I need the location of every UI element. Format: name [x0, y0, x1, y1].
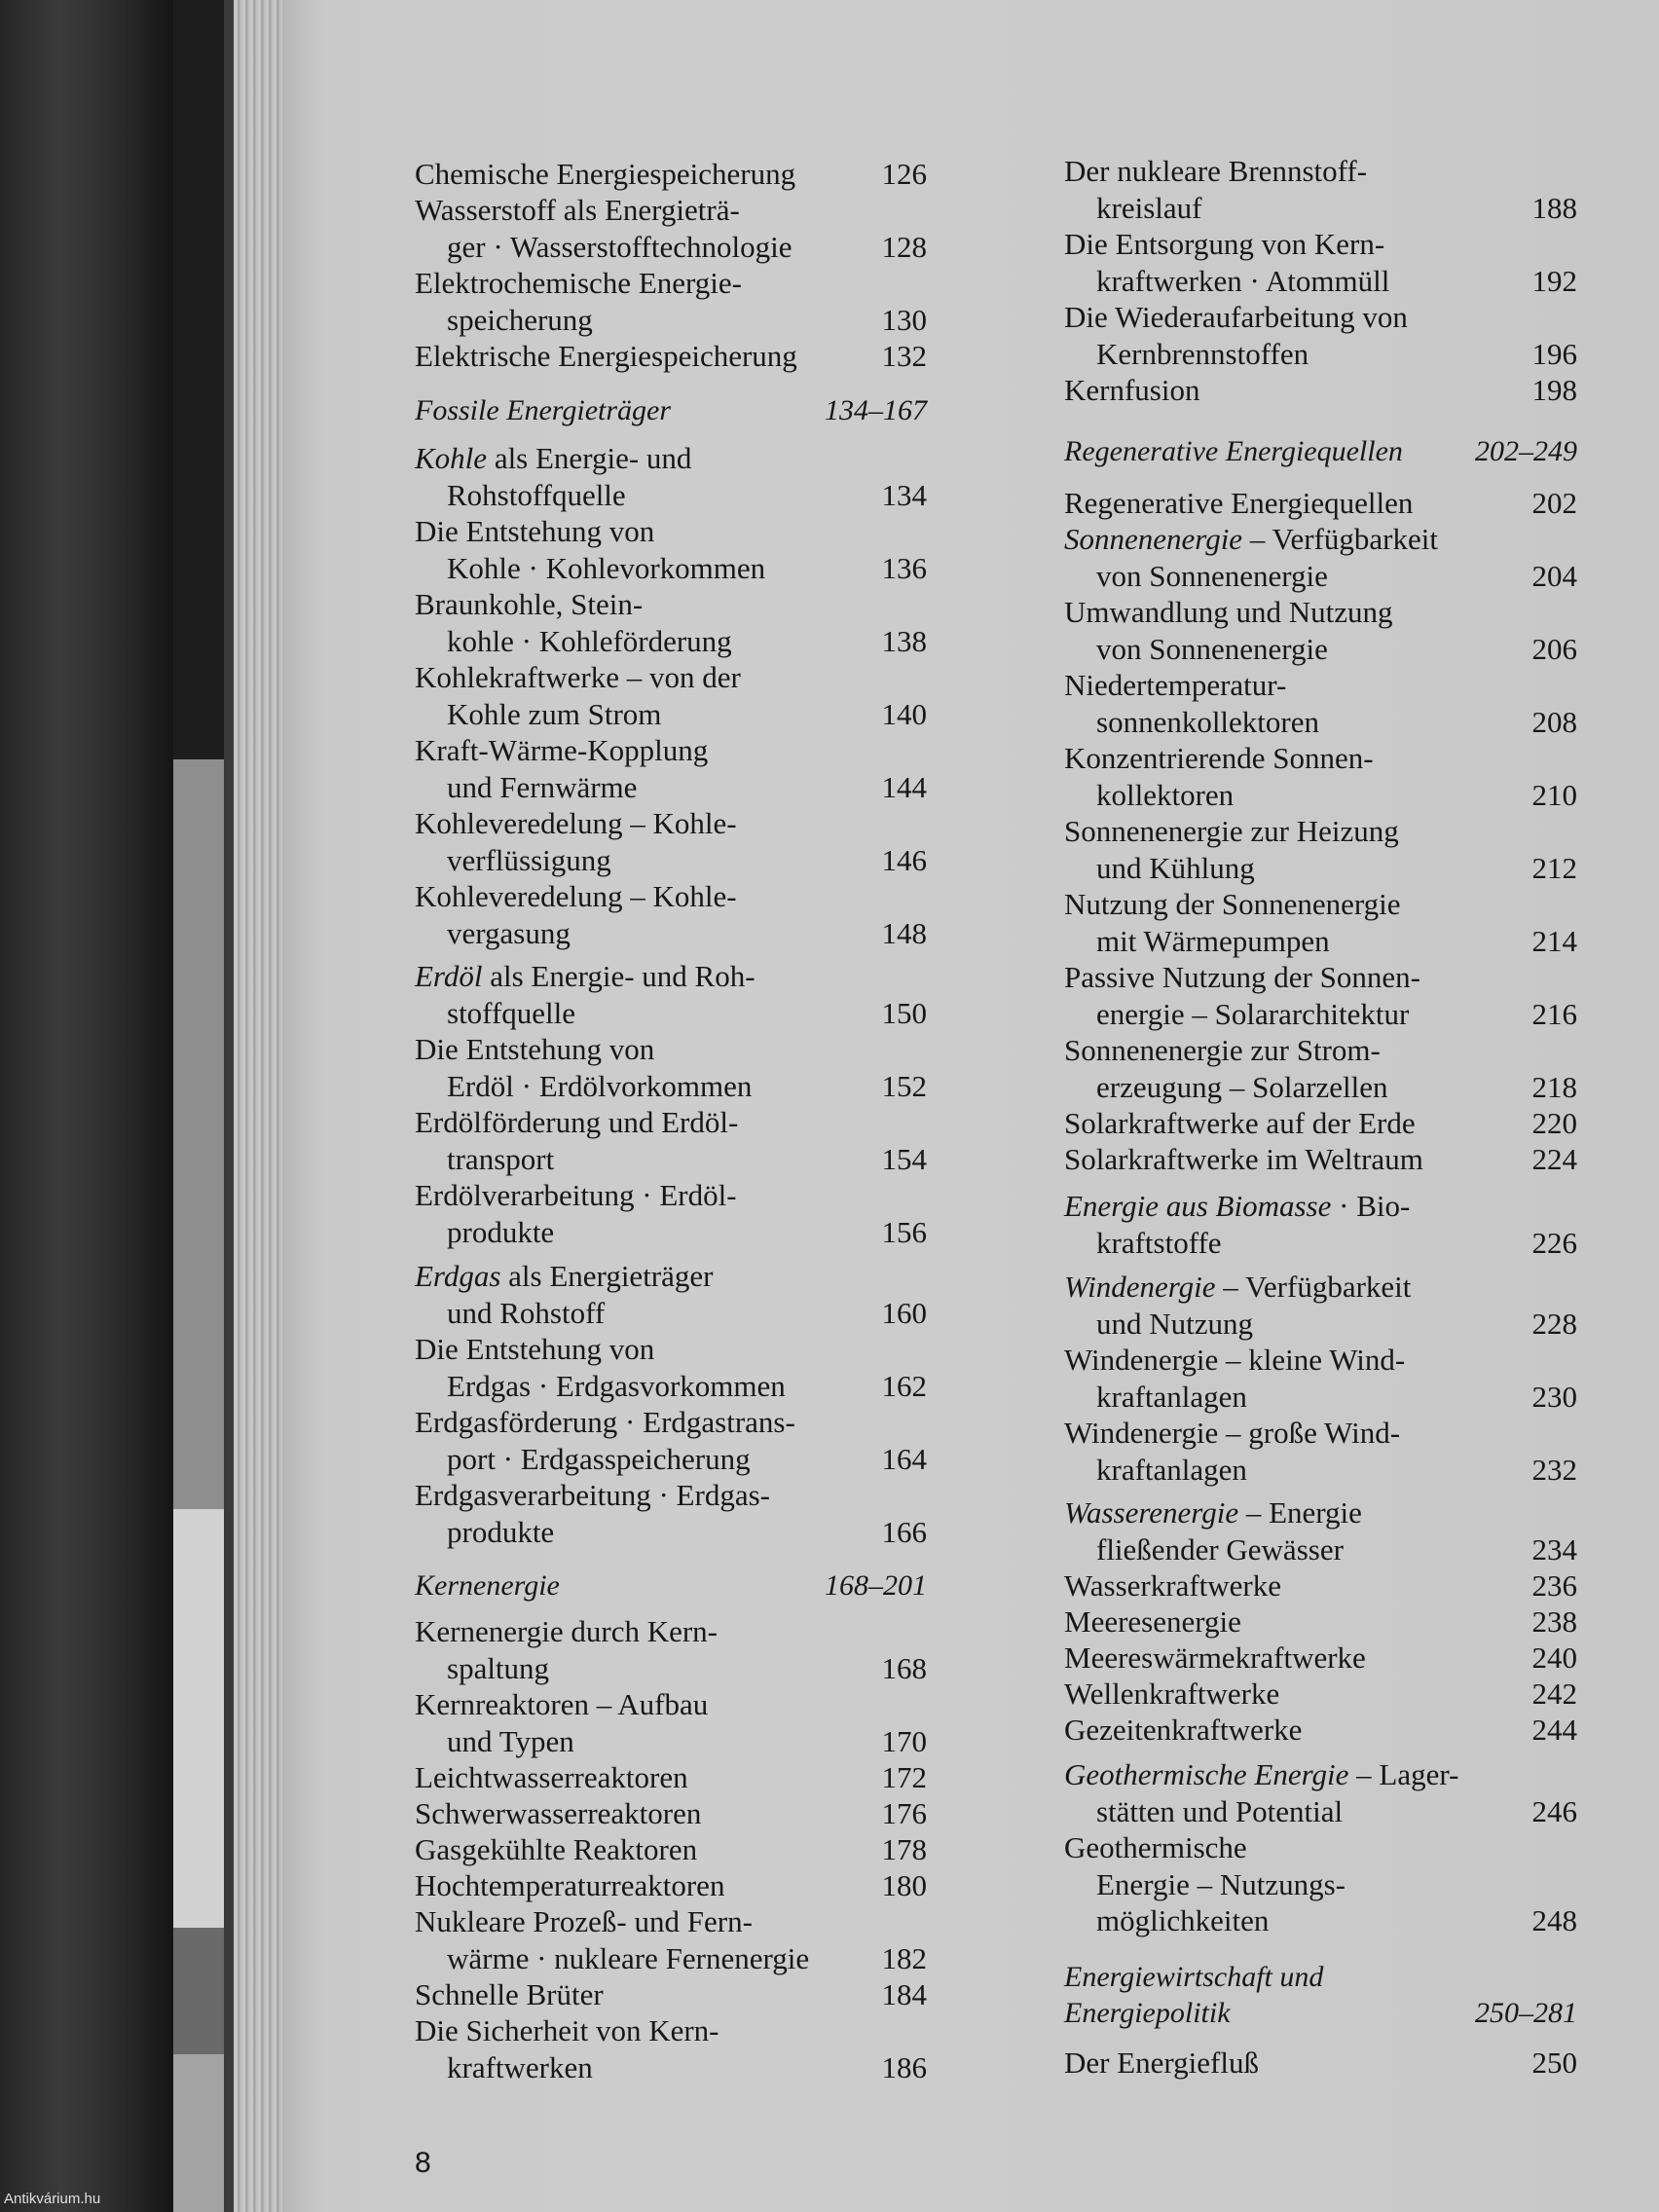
entry-page-number: 126	[881, 157, 927, 191]
entry-title-line: kreislauf	[1096, 190, 1202, 225]
entry-title-line: als Energie- und Roh-	[482, 959, 756, 993]
entry-title-line: Gasgekühlte Reaktoren	[415, 1832, 698, 1866]
toc-entry	[1064, 1188, 1577, 1261]
entry-page-number: 206	[1531, 631, 1577, 666]
entry-title-line: – Verfügbarkeit	[1242, 522, 1438, 556]
entry-line	[415, 1258, 927, 1295]
entry-title-line: wärme · nukleare Fernenergie	[447, 1940, 810, 1975]
toc-entry	[1064, 1567, 1577, 1604]
entry-title-line: mit Wärmepumpen	[1096, 923, 1330, 958]
toc-entry	[1064, 485, 1577, 522]
toc-entry	[415, 1976, 927, 2013]
entry-title-line: Erdöl · Erdölvorkommen	[447, 1068, 753, 1103]
toc-entry	[415, 265, 927, 338]
entry-title-line: Die Entsorgung von Kern-	[1064, 227, 1385, 261]
entry-title-line: Meereswärmekraftwerke	[1064, 1641, 1366, 1675]
entry-page-number: 242	[1531, 1677, 1577, 1711]
toc-entry	[1064, 1756, 1577, 1829]
entry-page-number: 160	[881, 1295, 927, 1330]
section-page-range: 168–201	[825, 1569, 927, 1602]
entry-title-line: Meeresenergie	[1064, 1604, 1241, 1639]
toc-entry	[415, 338, 927, 375]
entry-line	[415, 958, 927, 995]
section-page-range: 202–249	[1475, 435, 1577, 467]
toc-entry	[415, 1903, 927, 1976]
entry-line	[415, 440, 927, 477]
entry-title-line: Solarkraftwerke auf der Erde	[1064, 1106, 1416, 1140]
previous-page-edge	[173, 759, 224, 1509]
entry-title-line: Erdgasverarbeitung · Erdgas-	[415, 1478, 770, 1512]
toc-entry	[415, 1104, 927, 1177]
entry-title-line: ger · Wasserstofftechnologie	[447, 229, 793, 264]
entry-title-line: · Bio-	[1331, 1189, 1411, 1223]
entry-title-line: kraftwerken · Atommüll	[1096, 263, 1390, 298]
entry-title-line: transport	[447, 1141, 555, 1176]
entry-page-number: 164	[881, 1441, 927, 1476]
entry-title-line: Der nukleare Brennstoff-	[1064, 154, 1368, 188]
toc-entry	[1064, 1141, 1577, 1178]
entry-title-line: Kohle zum Strom	[447, 696, 662, 731]
entry-title-line: Kohle · Kohlevorkommen	[447, 550, 766, 585]
section-page-range: 250–281	[1475, 1997, 1577, 2029]
entry-page-number: 138	[881, 623, 927, 658]
entry-title-line: – Lager-	[1348, 1757, 1459, 1791]
entry-title-line: Schwerwasserreaktoren	[415, 1796, 702, 1830]
entry-title-line: kraftwerken	[447, 2049, 593, 2084]
entry-title-line: Sonnenenergie zur Heizung	[1064, 814, 1399, 848]
entry-page-number: 188	[1531, 190, 1577, 225]
entry-title-line: Wellenkraftwerke	[1064, 1677, 1280, 1711]
entry-page-number: 228	[1531, 1306, 1577, 1341]
toc-entry	[1064, 521, 1577, 594]
entry-title-line: Chemische Energiespeicherung	[415, 157, 796, 191]
entry-title-line: Leichtwasserreaktoren	[415, 1760, 688, 1794]
entry-title-line: von Sonnenenergie	[1096, 558, 1328, 593]
entry-page-number: 212	[1531, 850, 1577, 885]
entry-title-line: Die Entstehung von	[415, 1032, 655, 1066]
toc-entry	[415, 958, 927, 1031]
entry-title-line: von Sonnenenergie	[1096, 631, 1328, 666]
entry-italic-keyword: Geothermische Energie	[1064, 1757, 1349, 1791]
book-binding	[0, 0, 175, 2212]
entry-title-line: stätten und Potential	[1096, 1793, 1344, 1828]
toc-entry	[415, 440, 927, 513]
entry-page-number: 208	[1531, 704, 1577, 739]
entry-italic-keyword: Windenergie	[1064, 1270, 1216, 1304]
entry-title-line: – Energie	[1238, 1495, 1362, 1530]
previous-page-edge	[173, 1509, 224, 1928]
toc-entry	[415, 192, 927, 265]
entry-page-number: 154	[881, 1141, 927, 1176]
entry-title-line: produkte	[447, 1214, 555, 1249]
toc-entry	[1064, 226, 1577, 299]
entry-title-line: als Energieträger	[500, 1259, 714, 1293]
entry-title-line: Die Wiederaufarbeitung von	[1064, 300, 1408, 334]
entry-page-number: 232	[1531, 1452, 1577, 1487]
toc-entry	[415, 1795, 927, 1832]
entry-title-line: Kernfusion	[1064, 373, 1200, 407]
entry-line	[1064, 521, 1577, 558]
toc-entry	[415, 1404, 927, 1477]
entry-line	[1064, 1494, 1577, 1531]
entry-title-line: Solarkraftwerke im Weltraum	[1064, 1142, 1423, 1176]
entry-title-line: kraftanlagen	[1096, 1452, 1247, 1487]
entry-page-number: 226	[1531, 1225, 1577, 1260]
entry-title-line: sonnenkollektoren	[1096, 704, 1320, 739]
entry-page-number: 224	[1531, 1142, 1577, 1176]
entry-title-line: Regenerative Energiequellen	[1064, 486, 1414, 520]
toc-entry	[1064, 1032, 1577, 1105]
entry-page-number: 170	[881, 1723, 927, 1758]
toc-entry	[415, 1831, 927, 1868]
entry-title-line: Hochtemperaturreaktoren	[415, 1868, 725, 1902]
entry-line	[1064, 1269, 1577, 1306]
entry-title-line: kraftstoffe	[1096, 1225, 1222, 1260]
entry-page-number: 182	[881, 1940, 927, 1975]
entry-title-line: kraftanlagen	[1096, 1379, 1247, 1414]
entry-page-number: 240	[1531, 1641, 1577, 1675]
entry-page-number: 144	[881, 769, 927, 804]
entry-page-number: 172	[881, 1760, 927, 1794]
toc-entry	[1064, 813, 1577, 886]
entry-page-number: 196	[1531, 336, 1577, 371]
entry-title-line: Geothermische	[1064, 1830, 1247, 1864]
entry-line	[1064, 1188, 1577, 1225]
toc-entry	[1064, 1415, 1577, 1488]
entry-title-line: Gezeitenkraftwerke	[1064, 1713, 1303, 1747]
entry-italic-keyword: Erdöl	[415, 959, 483, 993]
toc-entry	[415, 805, 927, 878]
entry-title-line: Die Sicherheit von Kern-	[415, 2013, 719, 2047]
entry-page-number: 134	[881, 477, 927, 512]
toc-entry	[415, 1477, 927, 1550]
entry-page-number: 218	[1531, 1069, 1577, 1104]
entry-page-number: 136	[881, 550, 927, 585]
entry-title-line: Passive Nutzung der Sonnen-	[1064, 960, 1420, 994]
entry-page-number: 152	[881, 1068, 927, 1103]
entry-page-number: 166	[881, 1514, 927, 1549]
entry-page-number: 210	[1531, 777, 1577, 812]
section-title: Regenerative Energiequellen	[1064, 435, 1403, 467]
toc-entry	[1064, 1342, 1577, 1415]
entry-title-line: Elektrochemische Energie-	[415, 266, 742, 300]
entry-title-line: Erdgas · Erdgasvorkommen	[447, 1368, 786, 1403]
entry-page-number: 236	[1531, 1568, 1577, 1603]
entry-title-line: Der Energiefluß	[1064, 2046, 1259, 2080]
entry-italic-keyword: Erdgas	[415, 1259, 501, 1293]
entry-page-number: 216	[1531, 996, 1577, 1031]
entry-title-line: port · Erdgasspeicherung	[447, 1441, 751, 1476]
entry-page-number: 230	[1531, 1379, 1577, 1414]
entry-title-line: Braunkohle, Stein-	[415, 587, 644, 621]
toc-entry	[1064, 1105, 1577, 1142]
toc-entry	[1064, 1829, 1577, 1939]
toc-entry	[415, 1258, 927, 1331]
toc-entry	[415, 732, 927, 805]
entry-page-number: 246	[1531, 1793, 1577, 1828]
entry-page-number: 178	[881, 1832, 927, 1866]
entry-title-line: Die Entstehung von	[415, 1332, 655, 1366]
entry-title-line: verflüssigung	[447, 842, 611, 877]
toc-entry	[1064, 299, 1577, 372]
entry-title-line: und Fernwärme	[447, 769, 638, 804]
section-heading	[1064, 433, 1577, 469]
page-edges	[234, 0, 282, 2212]
toc-entry	[1064, 1494, 1577, 1567]
section-heading	[1064, 1959, 1577, 2031]
entry-title-line: Sonnenenergie zur Strom-	[1064, 1033, 1381, 1067]
entry-title-line: energie – Solararchitektur	[1096, 996, 1410, 1031]
page-number: 8	[415, 2147, 431, 2179]
entry-page-number: 180	[881, 1868, 927, 1902]
section-title: Energiewirtschaft und	[1064, 1961, 1324, 1993]
toc-entry	[1064, 886, 1577, 959]
section-heading	[415, 392, 927, 428]
entry-title-line: vergasung	[447, 915, 571, 950]
entry-italic-keyword: Energie aus Biomasse	[1064, 1189, 1332, 1223]
entry-page-number: 214	[1531, 923, 1577, 958]
entry-title-line: Kernreaktoren – Aufbau	[415, 1687, 709, 1721]
entry-page-number: 168	[881, 1650, 927, 1685]
toc-entry	[1064, 2045, 1577, 2082]
entry-title-line: Kraft-Wärme-Kopplung	[415, 733, 709, 767]
entry-title-line: fließender Gewässer	[1096, 1531, 1344, 1567]
toc-entry	[415, 1613, 927, 1686]
entry-title-line: produkte	[447, 1514, 555, 1549]
entry-page-number: 130	[881, 302, 927, 337]
entry-title-line: und Typen	[447, 1723, 574, 1758]
entry-title-line: Umwandlung und Nutzung	[1064, 595, 1393, 629]
watermark: Antikvárium.hu	[4, 2191, 101, 2207]
entry-page-number: 192	[1531, 263, 1577, 298]
entry-page-number: 140	[881, 696, 927, 731]
entry-line	[1064, 1756, 1577, 1793]
previous-page-edge	[173, 2054, 224, 2212]
toc-entry	[1064, 372, 1577, 409]
section-title: Kernenergie	[415, 1569, 560, 1602]
entry-title-line: spaltung	[447, 1650, 550, 1685]
entry-page-number: 184	[881, 1977, 927, 2011]
toc-entry	[415, 1867, 927, 1904]
entry-title-line: möglichkeiten	[1096, 1903, 1270, 1937]
toc-entry	[1064, 1604, 1577, 1641]
toc-entry	[1064, 1676, 1577, 1713]
toc-entry	[415, 1177, 927, 1250]
toc-entry	[415, 1331, 927, 1404]
entry-title-line: Kernbrennstoffen	[1096, 336, 1309, 371]
toc-entry	[1064, 667, 1577, 740]
section-page-range: 134–167	[825, 394, 927, 426]
entry-page-number: 156	[881, 1214, 927, 1249]
entry-title-line: Rohstoffquelle	[447, 477, 626, 512]
toc-entry	[1064, 1640, 1577, 1677]
entry-title-line: stoffquelle	[447, 995, 576, 1030]
entry-title-line: Nukleare Prozeß- und Fern-	[415, 1904, 753, 1938]
toc-entry	[1064, 1269, 1577, 1342]
toc-entry	[1064, 1712, 1577, 1749]
entry-title-line: Konzentrierende Sonnen-	[1064, 741, 1374, 775]
entry-title-line: Die Entstehung von	[415, 514, 655, 548]
entry-page-number: 146	[881, 842, 927, 877]
entry-page-number: 186	[881, 2049, 927, 2084]
entry-title-line: und Kühlung	[1096, 850, 1255, 885]
entry-page-number: 234	[1531, 1531, 1577, 1567]
toc-entry	[1064, 740, 1577, 813]
entry-title-line: Kohleveredelung – Kohle-	[415, 879, 737, 913]
toc-entry	[1064, 959, 1577, 1032]
entry-page-number: 148	[881, 915, 927, 950]
toc-entry	[415, 1031, 927, 1104]
section-heading	[415, 1567, 927, 1604]
toc-entry	[415, 659, 927, 732]
entry-page-number: 176	[881, 1796, 927, 1830]
entry-page-number: 238	[1531, 1604, 1577, 1639]
toc-entry	[1064, 153, 1577, 226]
entry-title-line: Schnelle Brüter	[415, 1977, 604, 2011]
entry-page-number: 220	[1531, 1106, 1577, 1140]
entry-title-line: und Rohstoff	[447, 1295, 606, 1330]
entry-italic-keyword: Wasserenergie	[1064, 1495, 1239, 1530]
entry-title-line: Wasserkraftwerke	[1064, 1568, 1281, 1603]
entry-italic-keyword: Kohle	[415, 441, 488, 475]
entry-title-line: Erdgasförderung · Erdgastrans-	[415, 1405, 795, 1439]
toc-entry	[415, 156, 927, 193]
entry-title-line: Kohleveredelung – Kohle-	[415, 806, 737, 840]
entry-page-number: 204	[1531, 558, 1577, 593]
entry-page-number: 202	[1531, 486, 1577, 520]
entry-title-line: Windenergie – kleine Wind-	[1064, 1343, 1406, 1377]
entry-italic-keyword: Sonnenenergie	[1064, 522, 1243, 556]
entry-title-line: Wasserstoff als Energieträ-	[415, 193, 740, 227]
toc-entry	[415, 878, 927, 951]
toc-entry	[1064, 594, 1577, 667]
previous-page-edge	[173, 0, 224, 759]
entry-page-number: 162	[881, 1368, 927, 1403]
entry-title-line: Erdölförderung und Erdöl-	[415, 1105, 739, 1139]
previous-page-edge	[173, 1928, 224, 2054]
entry-title-line: Windenergie – große Wind-	[1064, 1416, 1401, 1450]
entry-title-line: speicherung	[447, 302, 593, 337]
entry-title-line: Nutzung der Sonnenenergie	[1064, 887, 1401, 921]
entry-title-line: Niedertemperatur-	[1064, 668, 1287, 702]
entry-page-number: 150	[881, 995, 927, 1030]
toc-entry	[415, 513, 927, 586]
toc-entry	[415, 586, 927, 659]
entry-title-line: kohle · Kohleförderung	[447, 623, 732, 658]
entry-title-line: Kernenergie durch Kern-	[415, 1614, 718, 1648]
toc-entry	[415, 1759, 927, 1796]
entry-title-line: Energie – Nutzungs-	[1096, 1866, 1346, 1901]
section-title: Fossile Energieträger	[415, 394, 672, 426]
entry-title-line: und Nutzung	[1096, 1306, 1254, 1341]
toc-entry	[415, 2012, 927, 2085]
entry-page-number: 250	[1531, 2046, 1577, 2080]
entry-title-line: kollektoren	[1096, 777, 1235, 812]
entry-page-number: 198	[1531, 373, 1577, 407]
entry-title-line: erzeugung – Solarzellen	[1096, 1069, 1388, 1104]
entry-title-line: – Verfügbarkeit	[1215, 1270, 1412, 1304]
entry-page-number: 248	[1531, 1903, 1577, 1937]
entry-page-number: 132	[881, 339, 927, 373]
entry-title-line: Elektrische Energiespeicherung	[415, 339, 797, 373]
entry-title-line: als Energie- und	[487, 441, 692, 475]
entry-title-line: Kohlekraftwerke – von der	[415, 660, 741, 694]
section-title: Energiepolitik	[1064, 1997, 1231, 2029]
entry-title-line: Erdölverarbeitung · Erdöl-	[415, 1178, 737, 1212]
entry-page-number: 244	[1531, 1713, 1577, 1747]
toc-entry	[415, 1686, 927, 1759]
entry-page-number: 128	[881, 229, 927, 264]
